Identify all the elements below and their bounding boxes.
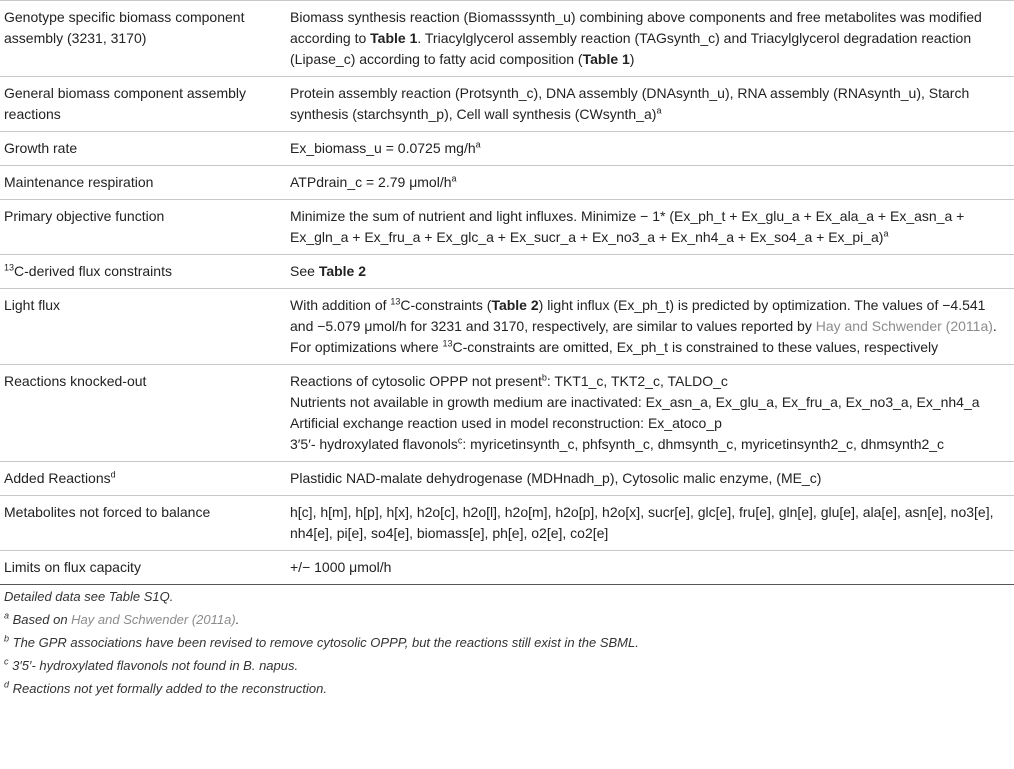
table-row bbox=[0, 1, 1014, 77]
table-row bbox=[0, 551, 1014, 585]
footnote-a: $^a$ Based on Hay and Schwender (2011a). bbox=[4, 610, 240, 627]
table-row bbox=[0, 255, 1014, 289]
row-value: Plastidic NAD-malate dehydrogenase (MDHnadh_p), Cytosolic malic enzyme, (ME_c) bbox=[278, 462, 1014, 496]
table-row bbox=[0, 132, 1014, 166]
footnote-marker: a bbox=[475, 139, 481, 150]
row-value: Minimize the sum of nutrient and light influxes. Minimize − 1* (Ex_ph_t + Ex_glu_a + Ex_ala_a + Ex_asn_a + Ex_gln_a + Ex_fru_a + Ex_glc_a + Ex_sucr_a + Ex_no3_a + Ex_nh4_a + Ex_so4_a + Ex_pi_a)$^a$ bbox=[278, 200, 1014, 255]
table-row bbox=[0, 166, 1014, 200]
footnote-marker: c bbox=[457, 435, 463, 446]
row-value: h[c], h[m], h[p], h[x], h2o[c], h2o[l], h2o[m], h2o[p], h2o[x], sucr[e], glc[e], fru[e], gln[e], glu[e], ala[e], asn[e], no3[e], nh4[e], pi[e], so4[e], biomass[e], ph[e], o2[e], co2[e] bbox=[278, 496, 1014, 551]
row-label: Growth rate bbox=[0, 132, 278, 166]
footnote-c: $^c$ 3′5′- hydroxylated flavonols not found in B. napus. bbox=[4, 656, 299, 673]
footnote-marker: a bbox=[656, 105, 662, 116]
row-label: General biomass component assembly reactions bbox=[0, 77, 278, 132]
knockout-line: 3′5′- hydroxylated flavonols$^c$: myricetinsynth_c, phfsynth_c, dhmsynth_c, myricetinsynth2_c, dhmsynth2_c bbox=[290, 435, 945, 452]
row-label: Maintenance respiration bbox=[0, 166, 278, 200]
row-value: +/− 1000 μmol/h bbox=[278, 551, 1014, 585]
footnote-d: $^d$ Reactions not yet formally added to the reconstruction. bbox=[4, 679, 327, 696]
citation-link[interactable]: Hay and Schwender (2011a) bbox=[815, 318, 993, 334]
footnote-b: $^b$ The GPR associations have been revised to remove cytosolic OPPP, but the reactions still exist in the SBML. bbox=[4, 633, 639, 650]
row-label: Light flux bbox=[0, 289, 278, 365]
row-value: Ex_biomass_u = 0.0725 $mg/h^a$ bbox=[278, 132, 1014, 166]
footnote-marker: d bbox=[110, 469, 116, 480]
knockout-line: Artificial exchange reaction used in model reconstruction: Ex_atoco_p bbox=[290, 415, 722, 431]
table-row bbox=[0, 496, 1014, 551]
citation-link[interactable]: Hay and Schwender (2011a) bbox=[71, 612, 236, 627]
row-label: Added Reactions$^d$ bbox=[0, 462, 278, 496]
row-label: Limits on flux capacity bbox=[0, 551, 278, 585]
table-reference[interactable]: Table 2 bbox=[318, 263, 367, 279]
footnote-marker: a bbox=[883, 228, 889, 239]
table-reference[interactable]: Table 2 bbox=[491, 297, 539, 313]
row-value: Protein assembly reaction (Protsynth_c), DNA assembly (DNAsynth_u), RNA assembly (RNAsynth_u), Starch synthesis (starchsynth_p), Cell wall synthesis (CWsynth_a)$^a$ bbox=[278, 77, 1014, 132]
table-row bbox=[0, 365, 1014, 462]
knockout-line: Nutrients not available in growth medium are inactivated: Ex_asn_a, Ex_glu_a, Ex_fru_a, Ex_no3_a, Ex_nh4_a bbox=[290, 394, 980, 410]
table-row bbox=[0, 289, 1014, 365]
table-row bbox=[0, 462, 1014, 496]
row-label: Primary objective function bbox=[0, 200, 278, 255]
table-row bbox=[0, 77, 1014, 132]
footnote-marker: a bbox=[451, 173, 457, 184]
row-value: ATPdrain_c = 2.79 μmol/$h^a$ bbox=[278, 166, 1014, 200]
table-row bbox=[0, 200, 1014, 255]
table-footnotes bbox=[0, 585, 1014, 703]
table-reference[interactable]: Table 1 bbox=[582, 51, 630, 67]
row-value: Biomass synthesis reaction (Biomasssynth_u) combining above components and free metabolites was modified according to Table 1. Triacylglycerol assembly reaction (TAGsynth_c) and Triacylglycerol degradation reaction (Lipase_c) according to fatty acid composition (Table 1) bbox=[278, 1, 1014, 77]
row-label: Reactions knocked-out bbox=[0, 365, 278, 462]
footnote-marker: b bbox=[541, 372, 547, 383]
row-value bbox=[278, 365, 1014, 462]
footnote-detail: Detailed data see Table S1Q. bbox=[4, 589, 174, 604]
knockout-line: Reactions of cytosolic OPPP not present$^b$: TKT1_c, TKT2_c, TALDO_c bbox=[290, 372, 728, 389]
row-label: $^{13}$C-derived flux constraints bbox=[0, 255, 278, 289]
row-label: Genotype specific biomass component assembly (3231, 3170) bbox=[0, 1, 278, 77]
row-value: With addition of $^{13}$C-constraints (Table 2) light influx (Ex_ph_t) is predicted by optimization. The values of −4.541 and −5.079 μmol/h for 3231 and 3170, respectively, are similar to values reported by Hay and Schwender (2011a). For optimizations where $^{13}$C-constraints are omitted, Ex_ph_t is constrained to these values, respectively bbox=[278, 289, 1014, 365]
row-value: See Table 2 bbox=[278, 255, 1014, 289]
row-label: Metabolites not forced to balance bbox=[0, 496, 278, 551]
table-reference[interactable]: Table 1 bbox=[370, 30, 418, 46]
